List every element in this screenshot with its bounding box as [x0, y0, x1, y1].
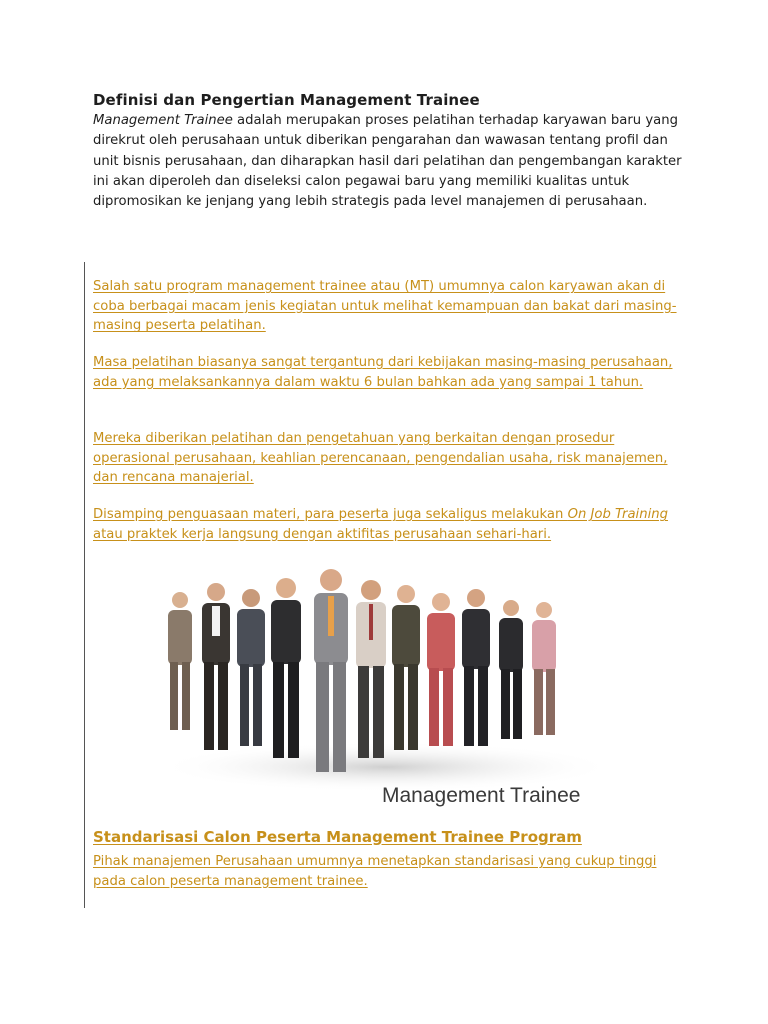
page-heading: Definisi dan Pengertian Management Trainee: [93, 91, 480, 109]
p4-text-before: Disamping penguasaan materi, para peserta juga sekaligus melakukan: [93, 507, 568, 522]
photo-caption: Management Trainee: [382, 784, 581, 807]
link-paragraph-3[interactable]: Mereka diberikan pelatihan dan pengetahuan yang berkaitan dengan prosedur operasional perusahaan, keahlian perencanaan, pengendalian usaha, risk manajemen, dan rencana manajerial.: [93, 431, 668, 486]
link-paragraph-5[interactable]: Pihak manajemen Perusahaan umumnya menetapkan standarisasi yang cukup tinggi pada calon peserta management trainee.: [93, 854, 657, 889]
p4-text-after: atau praktek kerja langsung dengan aktifitas perusahaan sehari-hari.: [93, 526, 552, 542]
link-paragraph-2[interactable]: Masa pelatihan biasanya sangat tergantung dari kebijakan masing-masing perusahaan, ada yang melaksankannya dalam waktu 6 bulan bahkan ada yang sampai 1 tahun.: [93, 355, 673, 390]
link-paragraph-4[interactable]: [93, 505, 693, 544]
intro-term: Management Trainee: [93, 113, 233, 128]
section-heading-standarisasi[interactable]: Standarisasi Calon Peserta Management Trainee Program: [93, 828, 582, 846]
person-figure: [168, 592, 192, 730]
link-paragraph-1[interactable]: Salah satu program management trainee atau (MT) umumnya calon karyawan akan di coba berbagai macam jenis kegiatan untuk melihat kemampuan dan bakat dari masing-masing peserta pelatihan.: [93, 279, 677, 334]
intro-paragraph: [93, 111, 693, 212]
p4-italic-term: On Job Training: [567, 507, 668, 522]
people-illustration: [156, 562, 616, 814]
left-margin-rule: [84, 262, 85, 908]
intro-text: adalah merupakan proses pelatihan terhadap karyawan baru yang direkrut oleh perusahaan untuk diberikan pengarahan dan wawasan tentang profil dan unit bisnis perusahaan, dan diharapkan hasil dari pelatihan dan pengembangan karakter ini akan diperoleh dan diseleksi calon pegawai baru yang memiliki kualitas untuk dipromosikan ke jenjang yang lebih strategis pada level manajemen di perusahaan.: [93, 113, 682, 210]
trainee-group-photo: [156, 562, 616, 814]
